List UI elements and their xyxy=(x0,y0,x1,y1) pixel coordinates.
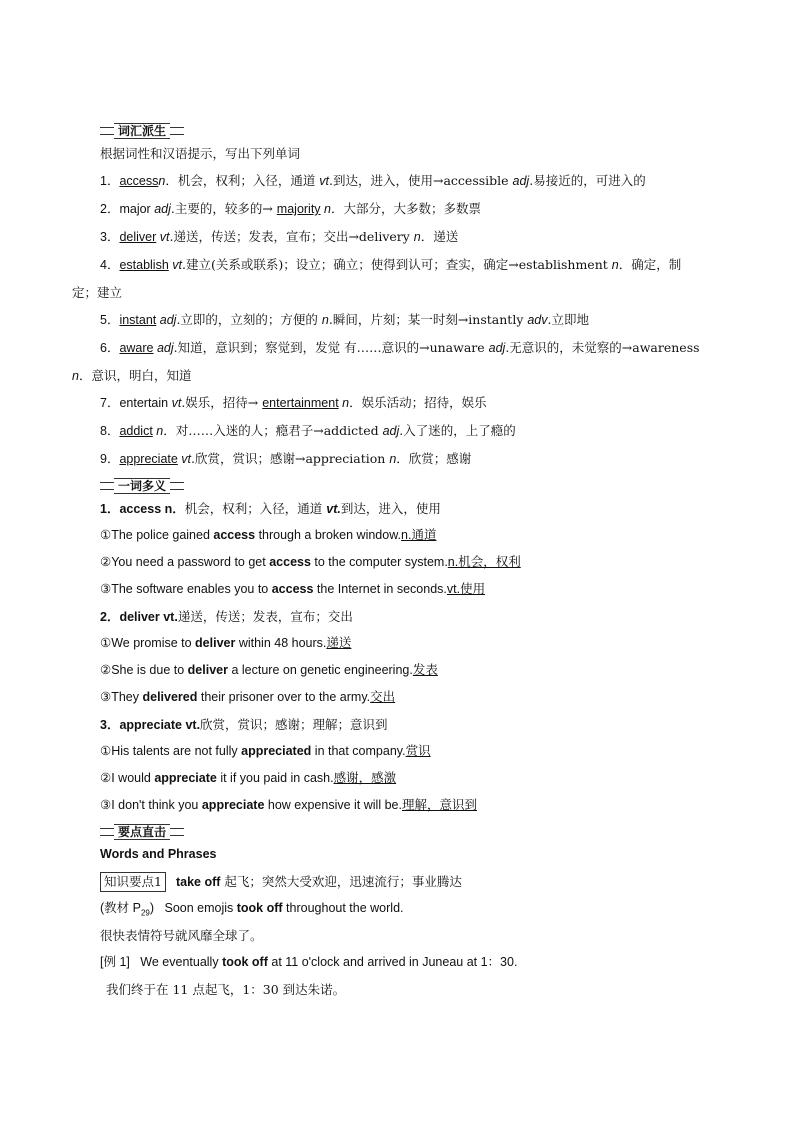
example-sentence xyxy=(72,522,724,549)
keyword: appreciate xyxy=(201,798,265,812)
knowledge-point xyxy=(72,868,724,895)
sentence-text: through a broken window. xyxy=(255,528,402,542)
given-word: major xyxy=(119,202,155,216)
vocab-item-continued xyxy=(72,279,724,306)
pos: n xyxy=(611,258,619,272)
headword: 2．deliver vt. xyxy=(100,610,178,624)
example-sentence xyxy=(72,657,724,684)
example-1-translation: 我们终于在 11 点起飞，1：30 到达朱诺。 xyxy=(106,982,346,997)
definition: .知道，意识到；察觉到，发觉 有……意识的→unaware xyxy=(173,340,489,355)
pos: n xyxy=(389,452,397,466)
sentence-text: The police gained xyxy=(111,528,214,542)
pos: vt xyxy=(171,396,182,410)
textbook-source: (教材 $P_{29}$) Soon emojis took off throughout the world. xyxy=(100,901,404,918)
vocab-item xyxy=(72,306,724,334)
example-marker: ① xyxy=(100,528,112,542)
pos: adj xyxy=(156,313,177,327)
keyword: access xyxy=(271,582,314,596)
given-word: entertain xyxy=(119,396,172,410)
definition: ．递送 xyxy=(420,229,459,244)
headword: 3．appreciate vt. xyxy=(100,718,201,732)
answer: 递送 xyxy=(326,636,352,650)
pos: n xyxy=(158,174,166,188)
vocab-item xyxy=(72,251,724,279)
pos: n xyxy=(321,313,329,327)
keyword: appreciated xyxy=(241,744,312,758)
source-translation: 很快表情符号就风靡全球了。 xyxy=(100,928,263,943)
vocab-item xyxy=(72,195,724,223)
answer: 理解，意识到 xyxy=(401,798,477,812)
keyword: appreciate xyxy=(154,771,217,785)
example-marker: ③ xyxy=(100,798,112,812)
pos: adj xyxy=(154,202,171,216)
sentence-text: to the computer system. xyxy=(310,555,448,569)
keyword: delivered xyxy=(142,690,198,704)
example-marker: ② xyxy=(100,771,112,785)
point-meaning: 起飞；突然大受欢迎，迅速流行；事业腾达 xyxy=(220,874,462,889)
answer-word: aware xyxy=(119,341,154,355)
example-sentence xyxy=(72,765,724,792)
example-marker: ① xyxy=(100,744,112,758)
polysemy-heading xyxy=(72,603,724,630)
answer: n.机会，权利 xyxy=(447,555,521,569)
definition: .主要的，较多的→ xyxy=(170,201,277,216)
answer-word: instant xyxy=(119,313,157,327)
definition: 定；建立 xyxy=(72,285,123,300)
vocab-item xyxy=(72,167,724,195)
vocab-item xyxy=(72,223,724,251)
example-marker: ③ xyxy=(100,690,112,704)
pos: n xyxy=(413,230,421,244)
definition: .立即地 xyxy=(547,312,589,327)
answer: 赏识 xyxy=(405,744,431,758)
definition: .娱乐，招待→ xyxy=(181,395,263,410)
sentence-text: how expensive it will be. xyxy=(264,798,402,812)
item-number: 2． xyxy=(100,202,120,216)
polysemy-heading xyxy=(72,495,724,522)
sentence-text: They xyxy=(111,690,143,704)
point-phrase: take off xyxy=(175,875,221,889)
pos: n xyxy=(72,369,79,383)
definition: .易接近的，可进入的 xyxy=(529,173,646,188)
sentence-text: I don't think you xyxy=(111,798,202,812)
pos: adj xyxy=(382,424,400,438)
item-number: 7． xyxy=(100,396,120,410)
answer-word: access xyxy=(119,174,159,188)
item-number: 1． xyxy=(100,174,120,188)
definition: ．娱乐活动；招待，娱乐 xyxy=(349,395,487,410)
headword: 1．access n． xyxy=(100,502,185,516)
pos: adv xyxy=(527,313,548,327)
item-number: 8． xyxy=(100,424,120,438)
definition: .无意识的，未觉察的→awareness xyxy=(505,340,700,355)
example-marker: ② xyxy=(100,555,112,569)
pos: vt xyxy=(168,258,182,272)
sentence-text: their prisoner over to the army. xyxy=(197,690,371,704)
definition: .建立(关系或联系)；设立；确立；使得到认可；查实，确定→establishment xyxy=(182,257,612,272)
definition: .瞬间，片刻；某一时刻→instantly xyxy=(328,312,528,327)
vocab-list xyxy=(72,167,724,473)
sentence-text: His talents are not fully xyxy=(111,744,242,758)
definition: 机会，权利；入径，通道 xyxy=(184,501,327,516)
sentence-text: a lecture on genetic engineering. xyxy=(227,663,413,677)
vocab-item xyxy=(72,389,724,417)
answer: vt.使用 xyxy=(446,582,486,596)
answer-word: addict xyxy=(119,424,153,438)
example-sentence xyxy=(72,576,724,603)
sentence-text: it if you paid in cash. xyxy=(216,771,334,785)
example-sentence xyxy=(72,549,724,576)
answer-word: establish xyxy=(119,258,169,272)
sentence-text: within 48 hours. xyxy=(235,636,327,650)
answer-word: deliver xyxy=(119,230,157,244)
subsection-title: Words and Phrases xyxy=(100,847,217,861)
example-marker: ③ xyxy=(100,582,112,596)
section-title: 一词多义 xyxy=(114,478,170,494)
answer: n.通道 xyxy=(401,528,437,542)
pos: adj xyxy=(153,341,174,355)
example-marker: ② xyxy=(100,663,112,677)
sentence-text: She is due to xyxy=(111,663,188,677)
pos: vt xyxy=(177,452,192,466)
definition: ．意识，明白，知道 xyxy=(78,368,192,383)
polysemy-list xyxy=(72,495,724,819)
definition: ．大部分，大多数；多数票 xyxy=(331,201,482,216)
item-number: 3． xyxy=(100,230,120,244)
vocab-item xyxy=(72,334,724,362)
pos: vt xyxy=(319,174,330,188)
sentence-text: You need a password to get xyxy=(111,555,270,569)
example-sentence xyxy=(72,792,724,819)
keyword: access xyxy=(269,555,311,569)
example-sentence xyxy=(72,630,724,657)
section-header-key-points xyxy=(100,823,184,841)
example-sentence xyxy=(72,738,724,765)
section-header-vocab-derivation xyxy=(100,122,184,140)
pos: adj xyxy=(512,174,530,188)
item-number: 4． xyxy=(100,258,120,272)
definition: .立即的，立刻的；方便的 xyxy=(176,312,322,327)
answer: 感谢，感激 xyxy=(333,771,397,785)
answer: 交出 xyxy=(370,690,396,704)
section-title: 要点直击 xyxy=(114,824,170,840)
pos: n xyxy=(338,396,350,410)
section-intro: 根据词性和汉语提示，写出下列单词 xyxy=(100,146,301,161)
keyword: deliver xyxy=(195,636,236,650)
sentence-text: in that company. xyxy=(311,744,406,758)
item-number: 6． xyxy=(100,341,120,355)
document-body xyxy=(72,118,724,1003)
definition: .欣赏，赏识；感谢→appreciation xyxy=(191,451,390,466)
item-number: 9． xyxy=(100,452,120,466)
definition: .到达，进入，使用→accessible xyxy=(329,173,513,188)
point-tag: 知识要点1 xyxy=(100,872,166,892)
keyword: access xyxy=(213,528,256,542)
pos: vt xyxy=(156,230,170,244)
polysemy-heading xyxy=(72,711,724,738)
pos: n xyxy=(152,424,164,438)
definition: 递送，传送；发表，宣布；交出 xyxy=(177,609,353,624)
example-1: [例 1] We eventually took off at 11 o'clock and arrived in Juneau at 1：30. xyxy=(100,955,518,969)
vocab-item xyxy=(72,445,724,473)
answer: 发表 xyxy=(412,663,438,677)
pos: adj xyxy=(488,341,506,355)
definition: .入了迷的，上了瘾的 xyxy=(399,423,516,438)
definition: ．机会，权利；入径，通道 xyxy=(165,173,320,188)
sentence-text: I would xyxy=(111,771,155,785)
example-sentence xyxy=(72,684,724,711)
sentence-text: the Internet in seconds. xyxy=(313,582,447,596)
definition: 到达，进入，使用 xyxy=(340,501,441,516)
sentence-text: The software enables you to xyxy=(111,582,272,596)
example-marker: ① xyxy=(100,636,112,650)
definition: ．对……入迷的人；瘾君子→addicted xyxy=(163,423,383,438)
vocab-item xyxy=(72,417,724,445)
keyword: deliver xyxy=(187,663,228,677)
vocab-item-continued xyxy=(72,362,724,389)
answer-word: appreciate xyxy=(119,452,178,466)
pos: n xyxy=(320,202,331,216)
item-number: 5． xyxy=(100,313,120,327)
definition: 欣赏，赏识；感谢；理解；意识到 xyxy=(200,717,388,732)
definition: ．欣赏；感谢 xyxy=(396,451,472,466)
definition: .递送，传送；发表，宣布；交出→delivery xyxy=(169,229,414,244)
answer-word: majority xyxy=(276,202,321,216)
sentence-text: We promise to xyxy=(111,636,196,650)
answer-word: entertainment xyxy=(262,396,339,410)
section-header-polysemy xyxy=(100,477,184,495)
section-title: 词汇派生 xyxy=(114,123,170,139)
definition: ．确定，制 xyxy=(618,257,682,272)
pos: vt. xyxy=(326,502,341,516)
